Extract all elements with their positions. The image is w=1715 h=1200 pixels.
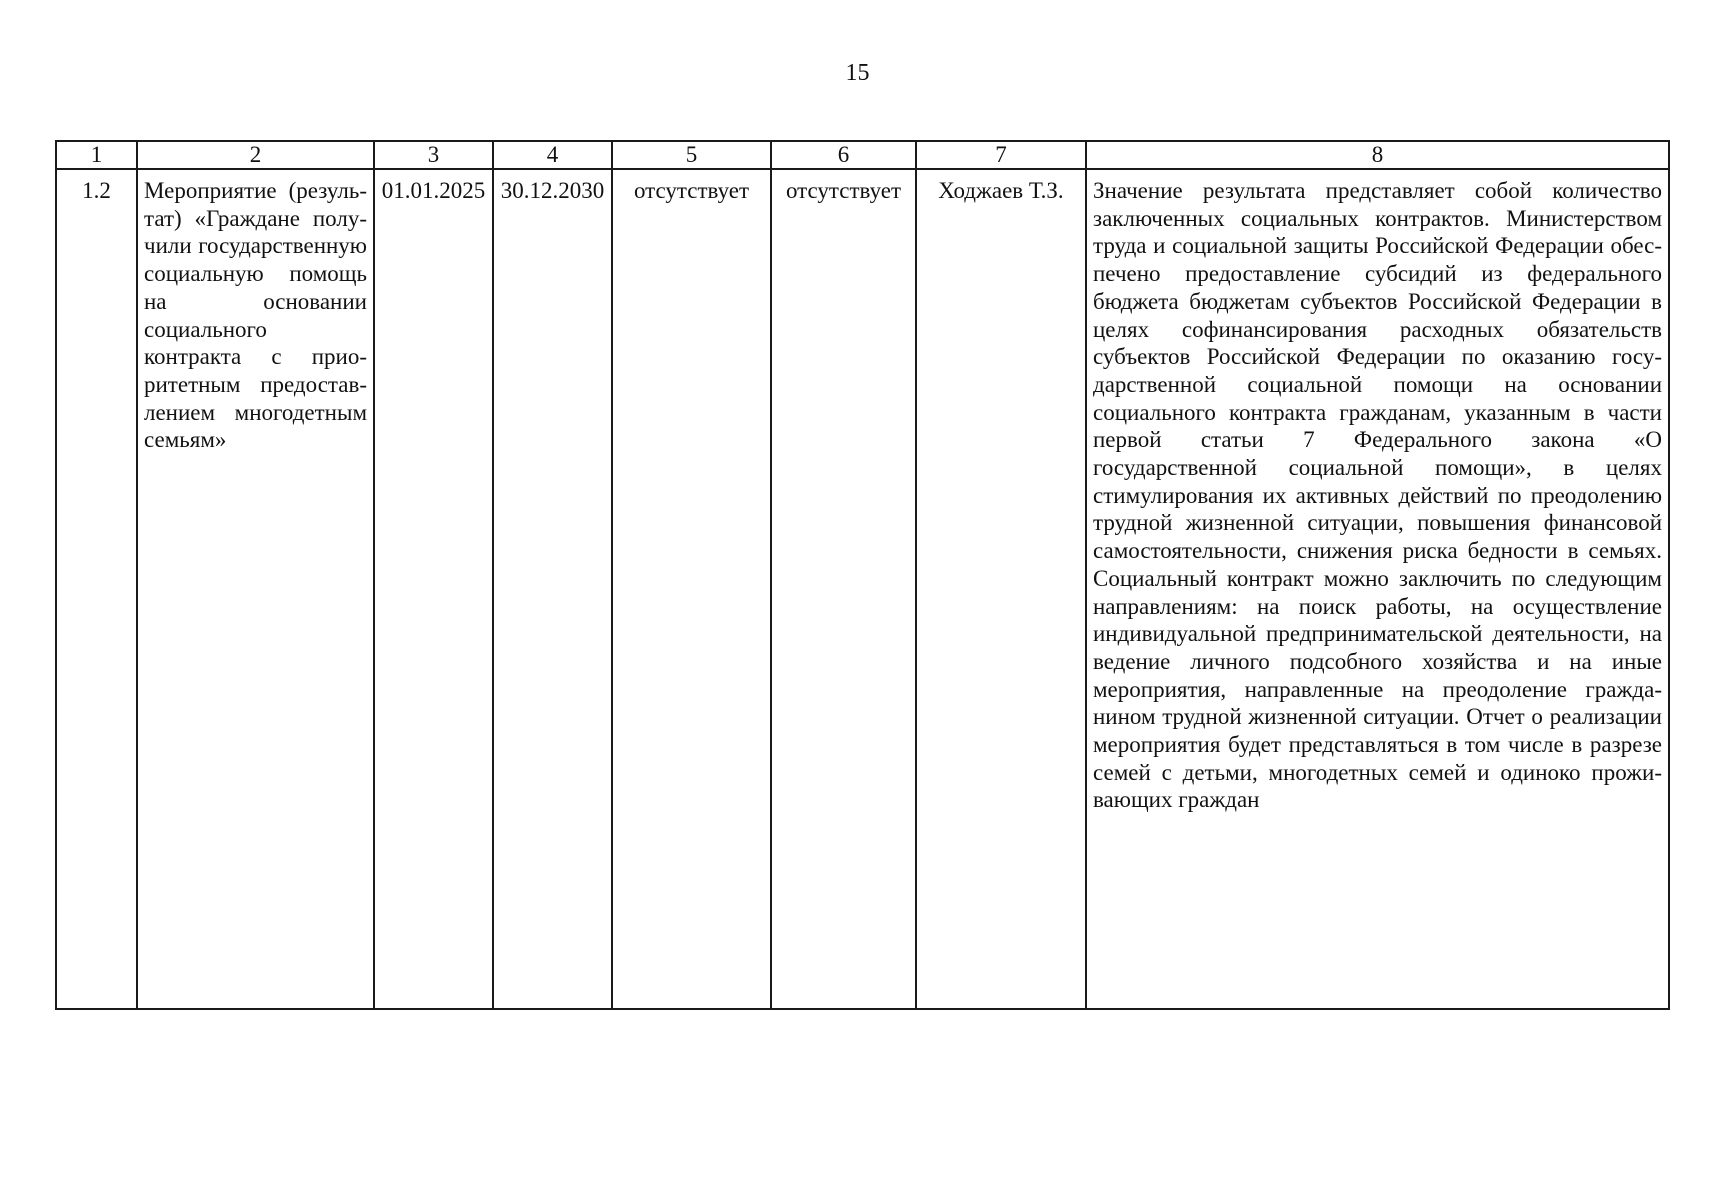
column-header-1: 1 [56,141,137,169]
cell-column-5 [612,169,771,1009]
table-header [56,141,1669,169]
column-header-2: 2 [137,141,374,169]
page-number: 15 [845,60,870,86]
responsible-person: Ходжаев Т.З. [938,178,1064,203]
column-5-value: отсутствует [633,178,750,203]
column-header-3: 3 [374,141,493,169]
result-description: Значение результата представляет собой количество заключенных социальных контрактов. Министерством труда и социальной защиты Российской Федерации обеспечено предоставление субсидий из федерального бюджета бюджетам субъектов Российской Федерации в целях софинансирования расходных обязательств субъектов Российской Федерации по оказанию государственной социальной помощи на основании социального контракта гражданам, указанным в части первой статьи 7 Федерального закона «О государственной социальной помощи», в целях стимулирования их активных действий по преодолению трудной жизненной ситуации, повышения финансовой самостоятельности, снижения риска бедности в семьях. Социальный контракт можно заключить по следующим направлениям: на поиск работы, на осуществление индивидуальной предпринимательской деятельности, на ведение личного подсобного хозяйства и на иные мероприятия, направленные на преодоление гражданином трудной жизненной ситуации. Отчет о реализации мероприятия будет представляться в том числе в разрезе семей с детьми, многодетных семей и одиноко проживающих граждан [1093,178,1662,813]
measure-name: Мероприятие (результат) «Граждане получили государственную социальную помощь на основании социального контракта с приоритетным предоставлением многодетным семьям» [144,178,367,453]
cell-column-6 [771,169,916,1009]
cell-measure-name [137,169,374,1009]
start-date: 01.01.2025 [381,178,486,203]
column-6-value: отсутствует [785,178,902,203]
column-header-7: 7 [916,141,1086,169]
cell-responsible [916,169,1086,1009]
table-row [56,169,1669,1009]
end-date: 30.12.2030 [500,178,605,203]
cell-number [56,169,137,1009]
cell-start-date [374,169,493,1009]
column-header-8: 8 [1086,141,1669,169]
row-number: 1.2 [82,178,111,203]
column-header-5: 5 [612,141,771,169]
column-header-6: 6 [771,141,916,169]
header-row [56,141,1669,169]
column-header-4: 4 [493,141,612,169]
cell-description [1086,169,1669,1009]
cell-end-date [493,169,612,1009]
measures-table [55,140,1670,1010]
